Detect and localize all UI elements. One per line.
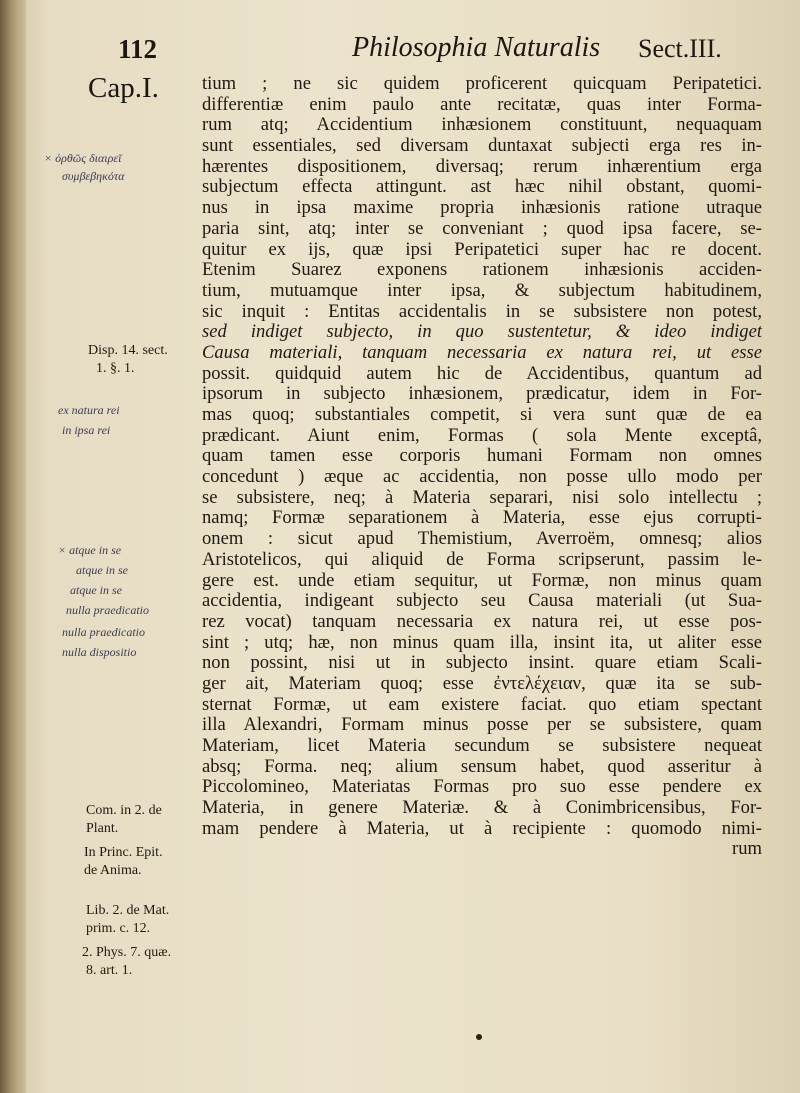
text-line: namq; Formæ separationem à Materia, esse ejus corrupti- — [202, 508, 762, 529]
text-line: Aristotelicos, qui aliquid de Forma scripserunt, passim le- — [202, 549, 762, 570]
margin-reference: de Anima. — [84, 863, 142, 878]
text-line: hærentes dispositionem, diversaq; rerum inhærentium erga — [202, 156, 762, 177]
text-line: sunt essentiales, sed diversam duntaxat subjecti erga res in- — [202, 136, 762, 157]
handwritten-note: ex natura rei — [58, 403, 120, 417]
margin-reference: Plant. — [86, 821, 119, 836]
body-text — [202, 74, 762, 860]
text-line: rum atq; Accidentium inhæsionem constituunt, nequaquam — [202, 115, 762, 136]
ink-spot — [476, 1034, 482, 1040]
text-line: tium, mutuamque inter ipsa, & subjectum habitudinem, — [202, 280, 762, 301]
handwritten-note: in ipsa rei — [62, 423, 111, 437]
text-line: mas quoq; substantiales competit, si vera sunt quæ de ea — [202, 405, 762, 425]
text-line: non possint, nisi ut in subjecto insint. quare etiam Scali- — [202, 653, 762, 674]
text-line: sternat Formæ, ut eam existere faciat. quo etiam spectant — [202, 694, 762, 715]
text-line: illa Alexandri, Formam minus posse per se subsistere, quam — [202, 715, 762, 736]
text-line: Causa materiali, tanquam necessaria ex natura rei, ut esse — [202, 342, 762, 363]
text-line: nus in ipsa maxime propria inhæsionis ratione utraque — [202, 198, 762, 219]
text-line: accidentia, indigeant subjecto seu Causa materiali (ut Sua- — [202, 591, 762, 612]
handwritten-note: nulla dispositio — [62, 645, 137, 659]
running-title: Philosophia Naturalis — [352, 32, 601, 63]
text-line: gere est. unde etiam sequitur, ut Formæ, non minus quam — [202, 570, 762, 591]
text-line: sic inquit : Entitas accidentalis in se subsistere non potest, — [202, 301, 762, 322]
running-header — [0, 28, 800, 68]
text-line: sed indiget subjecto, in quo sustentetur, & ideo indiget — [202, 322, 762, 343]
text-line: concedunt ) æque ac accidentia, non posse ullo modo per — [202, 467, 762, 488]
text-line: prædicant. Aiunt enim, Formas ( sola Mente exceptâ, — [202, 425, 762, 446]
margin-reference: In Princ. Epit. — [84, 845, 163, 860]
handwritten-note: × atque in se — [58, 543, 122, 557]
margin-reference: Com. in 2. de — [86, 803, 162, 818]
margin-reference: prim. c. 12. — [86, 921, 151, 936]
handwritten-note: nulla praedicatio — [66, 603, 149, 617]
text-line: sint ; utq; hæ, non minus quam illa, insint ita, ut aliter esse — [202, 632, 762, 653]
margin-reference: 2. Phys. 7. quæ. — [82, 945, 172, 960]
text-line: subjectum effecta attingunt. ast hæc nihil obstant, quomi- — [202, 177, 762, 198]
text-line: possit. quidquid autem hic de Accidentibus, quantum ad — [202, 363, 762, 384]
page-number: 112 — [118, 34, 158, 64]
text-line: Piccolomineo, Materiatas Formas pro suo esse pendere ex — [202, 777, 762, 798]
text-line: quitur ex ijs, quæ ipsi Peripatetici super hac re docent. — [202, 239, 762, 260]
text-line: differentiæ enim paulo ante recitatæ, quas inter Forma- — [202, 94, 762, 115]
text-line: quam tamen esse corporis humani Formam non omnes — [202, 446, 762, 467]
handwritten-note: συμβεβηκότα — [62, 169, 125, 183]
text-line: absq; Forma. neq; alium sensum habet, quod asseritur à — [202, 756, 762, 777]
catchword: rum — [732, 839, 762, 860]
chapter-label: Cap.I. — [88, 72, 159, 104]
margin-reference: Lib. 2. de Mat. — [86, 903, 170, 918]
text-line: Etenim Suarez exponens rationem inhæsionis acciden- — [202, 260, 762, 281]
text-line: ger ait, Materiam quoq; esse ἐντελέχειαν, quæ ita se sub- — [202, 673, 762, 694]
handwritten-note: atque in se — [70, 583, 122, 597]
text-line: rez vocat) tanquam necessaria ex natura rei, ut esse pos- — [202, 611, 762, 632]
text-line: Materiam, licet Materia secundum se subsistere nequeat — [202, 736, 762, 756]
text-line: paria sint, atq; inter se conveniant ; quod ipsa facere, se- — [202, 218, 762, 239]
text-line: mam pendere à Materia, ut à recipiente : quomodo nimi- — [202, 818, 762, 839]
margin-reference: 8. art. 1. — [86, 963, 133, 978]
text-line: ipsorum in subjecto inhæsionem, prædicatur, idem in For- — [202, 384, 762, 405]
margin-reference: 1. §. 1. — [96, 361, 135, 376]
handwritten-note: nulla praedicatio — [62, 625, 145, 639]
page-gutter — [0, 0, 26, 1093]
handwritten-note: atque in se — [76, 563, 128, 577]
margin-reference: Disp. 14. sect. — [88, 343, 168, 358]
text-line: se subsistere, neq; à Materia separari, nisi solo intellectu ; — [202, 487, 762, 508]
section-label: Sect.III. — [638, 34, 722, 63]
text-line: onem : sicut apud Themistium, Averroëm, omnesq; alios — [202, 529, 762, 550]
text-line: tium ; ne sic quidem proficerent quicquam Peripatetici. — [202, 74, 762, 94]
text-line: Materia, in genere Materiæ. & à Conimbricensibus, For- — [202, 798, 762, 819]
handwritten-note: × ὀρθῶς διαιρεῖ — [44, 151, 122, 165]
